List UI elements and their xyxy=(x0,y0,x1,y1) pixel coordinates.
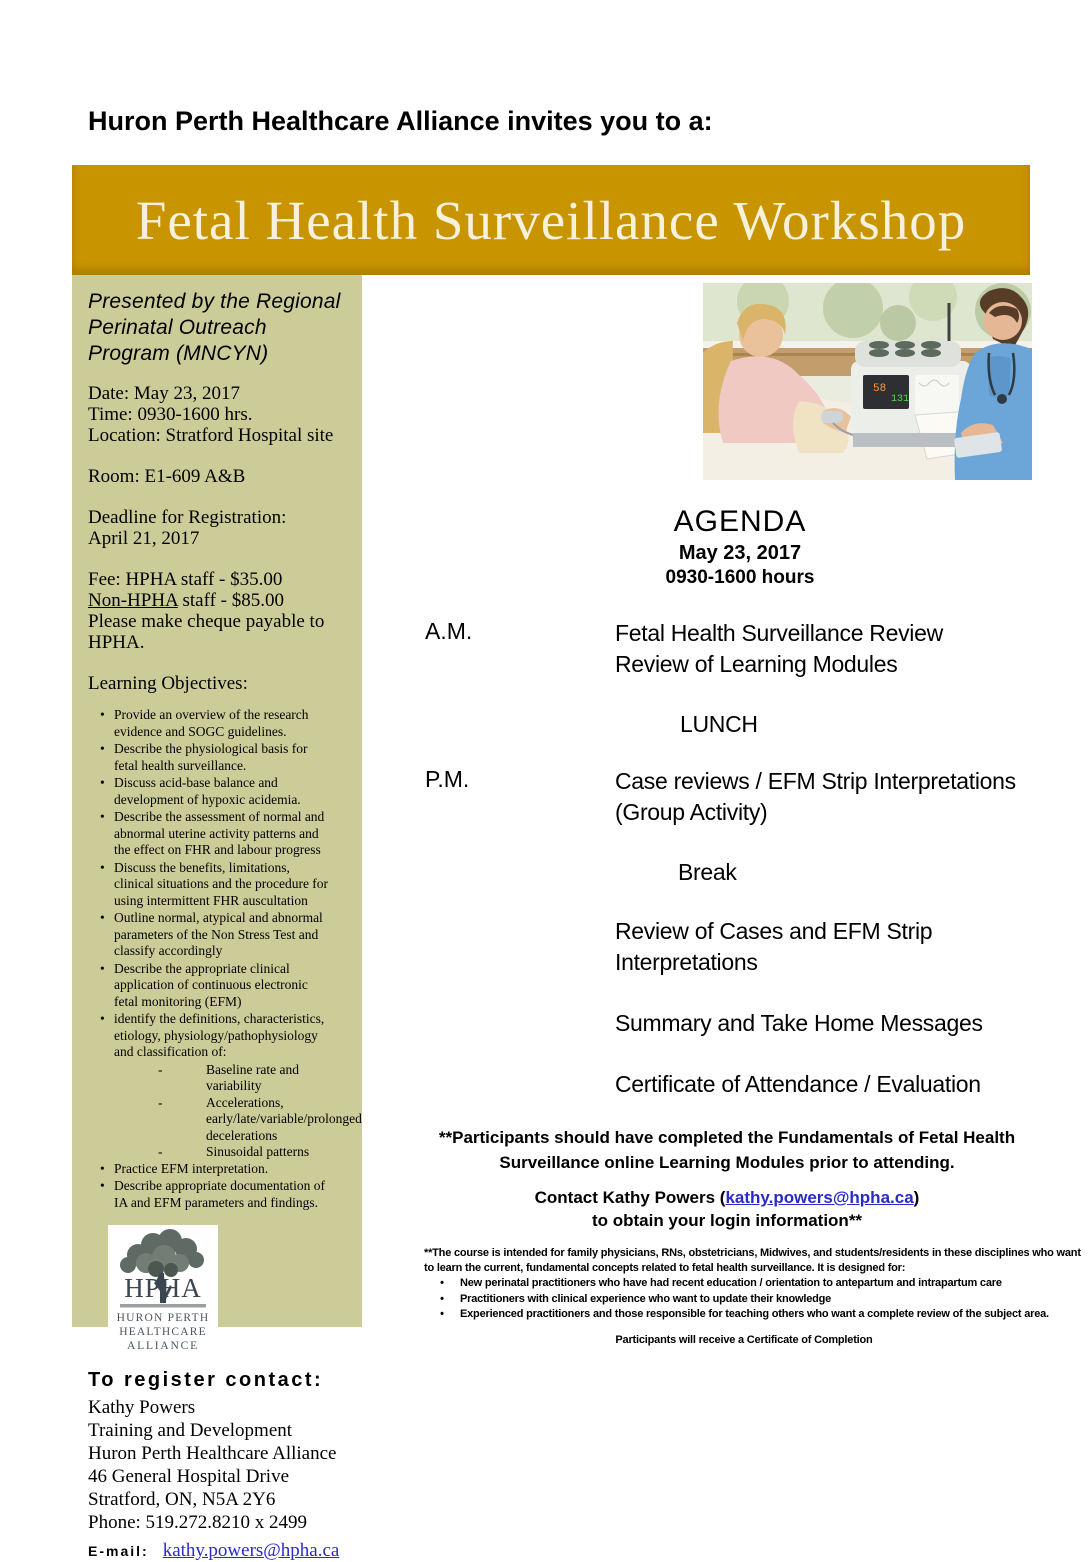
svg-text:131: 131 xyxy=(891,394,910,405)
fee-line-nonhpha xyxy=(88,590,352,611)
svg-text:58: 58 xyxy=(873,383,887,395)
agenda-header xyxy=(620,505,860,590)
contact-note-prefix: Contact Kathy Powers ( xyxy=(534,1188,726,1207)
agenda-late-item: Review of Cases and EFM Strip Interpretations xyxy=(615,918,933,975)
room-line: Room: E1-609 A&B xyxy=(88,466,246,487)
event-detail-line: Date: May 23, 2017 xyxy=(88,383,240,404)
agenda-am-label: A.M. xyxy=(425,618,473,644)
objective-item: • Practice EFM interpretation. xyxy=(100,1160,269,1176)
objective-item: • Outline normal, atypical and abnormal parameters of the Non Stress Test and classify accordingly xyxy=(100,910,323,958)
email-label: E-mail: xyxy=(88,1543,149,1559)
agenda-lunch: LUNCH xyxy=(680,711,758,737)
register-contact-line: Huron Perth Healthcare Alliance xyxy=(88,1443,337,1464)
email-row xyxy=(88,1540,352,1562)
workshop-title: Fetal Health Surveillance Workshop xyxy=(135,189,967,251)
event-detail-line: Location: Stratford Hospital site xyxy=(88,425,334,446)
objective-subitem: - Accelerations, early/late/variable/prolonged decelerations xyxy=(158,1094,362,1143)
participants-note: **Participants should have completed the Fundamentals of Fetal Health Surveillance online Learning Modules prior to attending. xyxy=(438,1128,1016,1172)
objective-item: • Discuss acid-base balance and development of hypoxic acidemia. xyxy=(100,775,301,807)
register-contact-line: Stratford, ON, N5A 2Y6 xyxy=(88,1489,276,1510)
agenda-late-item: Certificate of Attendance / Evaluation xyxy=(615,1071,981,1097)
objective-item: • Describe the appropriate clinical application of continuous electronic fetal monitoring (EFM) xyxy=(100,960,308,1009)
contact-note-email-link[interactable]: kathy.powers@hpha.ca xyxy=(725,1188,914,1207)
objective-item: • Describe the assessment of normal and abnormal uterine activity patterns and the effect on FHR and labour progress xyxy=(100,809,325,857)
objective-item: • identify the definitions, characteristics, etiology, physiology/pathophysiology and classification of: xyxy=(100,1011,325,1059)
register-contact-line: 46 General Hospital Drive xyxy=(88,1466,290,1487)
fine-print-bullet: • New perinatal practitioners who have had recent education / orientation to antepartum and intrapartum care xyxy=(440,1277,1002,1289)
agenda-date: May 23, 2017 xyxy=(678,542,802,564)
fee-line-rest: staff - $85.00 xyxy=(177,590,284,611)
objective-subitem: - Sinusoidal patterns xyxy=(158,1144,310,1159)
agenda-title: AGENDA xyxy=(673,505,807,538)
agenda-late-item: Summary and Take Home Messages xyxy=(615,1010,983,1036)
svg-text:HEALTHCARE: HEALTHCARE xyxy=(119,1326,207,1338)
objectives-list-tail xyxy=(88,1161,352,1212)
register-contact-line: Training and Development xyxy=(88,1420,293,1441)
contact-note xyxy=(397,1186,1057,1232)
event-detail-line: Time: 0930-1600 hrs. xyxy=(88,404,253,425)
objective-item: • Describe the physiological basis for fetal health surveillance. xyxy=(100,741,308,773)
fine-print xyxy=(424,1246,1084,1347)
objective-item: • Describe appropriate documentation of IA and EFM parameters and findings. xyxy=(100,1178,326,1210)
fine-print-intro: **The course is intended for family physicians, RNs, obstetricians, Midwives, and students/residents in these disciplines who want to learn the current, fundamental concepts related to fetal health surveillance. It is designed for: xyxy=(424,1247,1081,1274)
contact-note-suffix: ) xyxy=(913,1188,920,1207)
register-contact-line: Phone: 519.272.8210 x 2499 xyxy=(88,1512,308,1533)
objectives-list xyxy=(88,707,352,1061)
presented-by-text: Presented by the Regional Perinatal Outreach Program (MNCYN) xyxy=(88,290,341,365)
non-hpha-underlined: Non-HPHA xyxy=(88,590,178,611)
hpha-logo xyxy=(108,1225,218,1353)
fee-line-hpha: Fee: HPHA staff - $35.00 xyxy=(88,569,283,590)
objectives-sublist xyxy=(88,1061,362,1161)
main-column xyxy=(362,275,1081,1347)
fine-print-bullets xyxy=(424,1276,1084,1323)
objective-item: • Discuss the benefits, limitations, clinical situations and the procedure for using intermittent FHR auscultation xyxy=(100,859,329,908)
fetal-monitoring-photo xyxy=(703,283,1032,480)
logo-acronym: HPHA xyxy=(124,1273,202,1303)
title-banner xyxy=(72,165,1030,275)
register-contact-line: Kathy Powers xyxy=(88,1397,196,1418)
objective-subitem: - Baseline rate and variability xyxy=(158,1061,299,1093)
agenda-hours: 0930-1600 hours xyxy=(665,567,815,588)
fine-print-bullet: • Practitioners with clinical experience who want to update their knowledge xyxy=(440,1292,832,1305)
event-details xyxy=(88,383,352,446)
fee-info xyxy=(88,569,352,653)
agenda-pm-label: P.M. xyxy=(425,766,470,792)
learning-objectives-title: Learning Objectives: xyxy=(88,673,248,694)
contact-note-line2: to obtain your login information** xyxy=(591,1211,863,1230)
register-heading: To register contact: xyxy=(88,1369,324,1391)
cheque-note: Please make cheque payable to HPHA. xyxy=(88,611,325,653)
agenda-pm-items: Case reviews / EFM Strip Interpretations (Group Activity) xyxy=(615,768,1016,825)
svg-text:HURON PERTH: HURON PERTH xyxy=(116,1312,210,1324)
invite-headline: Huron Perth Healthcare Alliance invites you to a: xyxy=(88,106,713,136)
svg-text:ALLIANCE: ALLIANCE xyxy=(127,1340,199,1352)
register-email-link[interactable]: kathy.powers@hpha.ca xyxy=(162,1540,340,1561)
fine-print-bullet: • Experienced practitioners and those responsible for teaching others who want a complete review of the subject area. xyxy=(440,1308,1049,1320)
info-sidebar xyxy=(72,275,362,1561)
objective-item: • Provide an overview of the research evidence and SOGC guidelines. xyxy=(100,707,309,739)
agenda-late-items xyxy=(362,916,1032,1100)
register-contact-block xyxy=(88,1396,352,1534)
registration-deadline: Deadline for Registration: April 21, 2017 xyxy=(88,507,287,549)
agenda-am-items: Fetal Health Surveillance Review Review of Learning Modules xyxy=(615,620,943,677)
agenda-break: Break xyxy=(678,859,737,885)
certificate-footer: Participants will receive a Certificate of Completion xyxy=(615,1333,873,1346)
agenda-am-row xyxy=(425,618,1032,680)
agenda-pm-row xyxy=(425,766,1032,828)
